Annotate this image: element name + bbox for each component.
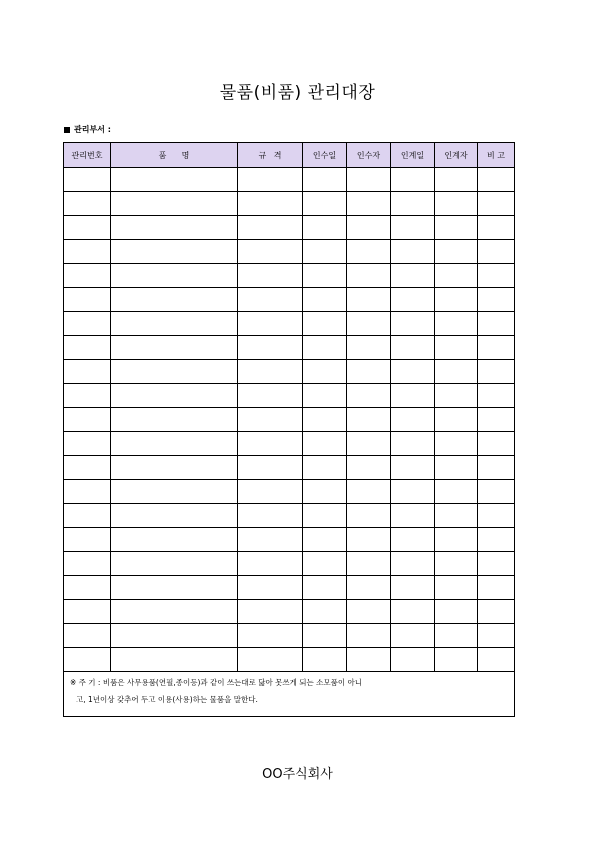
cell-management-number[interactable] xyxy=(64,216,111,240)
cell-receiver[interactable] xyxy=(347,384,391,408)
cell-receiver[interactable] xyxy=(347,360,391,384)
cell-management-number[interactable] xyxy=(64,240,111,264)
cell-handover-person[interactable] xyxy=(435,192,478,216)
cell-handover-date[interactable] xyxy=(391,576,435,600)
cell-management-number[interactable] xyxy=(64,264,111,288)
cell-remarks[interactable] xyxy=(478,168,515,192)
cell-remarks[interactable] xyxy=(478,576,515,600)
cell-management-number[interactable] xyxy=(64,360,111,384)
cell-received-date[interactable] xyxy=(303,648,347,672)
table-row xyxy=(64,432,515,456)
table-row xyxy=(64,552,515,576)
cell-specification[interactable] xyxy=(238,312,303,336)
note-row xyxy=(64,672,515,717)
cell-received-date[interactable] xyxy=(303,192,347,216)
cell-management-number[interactable] xyxy=(64,624,111,648)
cell-remarks[interactable] xyxy=(478,240,515,264)
cell-item-name[interactable] xyxy=(111,624,238,648)
cell-received-date[interactable] xyxy=(303,168,347,192)
cell-handover-person[interactable] xyxy=(435,552,478,576)
cell-management-number[interactable] xyxy=(64,648,111,672)
cell-management-number[interactable] xyxy=(64,312,111,336)
cell-receiver[interactable] xyxy=(347,192,391,216)
cell-handover-date[interactable] xyxy=(391,312,435,336)
cell-receiver[interactable] xyxy=(347,504,391,528)
cell-received-date[interactable] xyxy=(303,600,347,624)
cell-management-number[interactable] xyxy=(64,528,111,552)
cell-management-number[interactable] xyxy=(64,336,111,360)
cell-handover-person[interactable] xyxy=(435,312,478,336)
cell-specification[interactable] xyxy=(238,600,303,624)
cell-received-date[interactable] xyxy=(303,408,347,432)
cell-handover-date[interactable] xyxy=(391,432,435,456)
col-header-specification: 규 격 xyxy=(238,143,303,168)
table-row xyxy=(64,216,515,240)
cell-handover-date[interactable] xyxy=(391,552,435,576)
cell-handover-date[interactable] xyxy=(391,216,435,240)
cell-handover-person[interactable] xyxy=(435,480,478,504)
cell-specification[interactable] xyxy=(238,384,303,408)
cell-remarks[interactable] xyxy=(478,336,515,360)
cell-receiver[interactable] xyxy=(347,480,391,504)
cell-item-name[interactable] xyxy=(111,216,238,240)
table-row xyxy=(64,384,515,408)
cell-remarks[interactable] xyxy=(478,504,515,528)
col-header-handover-person: 인계자 xyxy=(435,143,478,168)
cell-specification[interactable] xyxy=(238,264,303,288)
table-row xyxy=(64,456,515,480)
cell-item-name[interactable] xyxy=(111,360,238,384)
cell-remarks[interactable] xyxy=(478,600,515,624)
note-cell xyxy=(64,672,515,717)
cell-specification[interactable] xyxy=(238,456,303,480)
cell-remarks[interactable] xyxy=(478,312,515,336)
cell-item-name[interactable] xyxy=(111,336,238,360)
cell-remarks[interactable] xyxy=(478,360,515,384)
table-row xyxy=(64,312,515,336)
cell-specification[interactable] xyxy=(238,528,303,552)
cell-handover-person[interactable] xyxy=(435,528,478,552)
cell-receiver[interactable] xyxy=(347,576,391,600)
cell-item-name[interactable] xyxy=(111,504,238,528)
cell-handover-date[interactable] xyxy=(391,192,435,216)
cell-specification[interactable] xyxy=(238,168,303,192)
cell-handover-person[interactable] xyxy=(435,336,478,360)
cell-management-number[interactable] xyxy=(64,600,111,624)
cell-receiver[interactable] xyxy=(347,624,391,648)
note-line: ※ 주 기 : 비품은 사무용품(연필,종이등)과 같이 쓰는대로 닳아 못쓰게 되는 소모품이 아니 xyxy=(70,678,362,687)
cell-receiver[interactable] xyxy=(347,168,391,192)
cell-item-name[interactable] xyxy=(111,192,238,216)
cell-specification[interactable] xyxy=(238,216,303,240)
square-bullet-icon xyxy=(64,127,70,133)
cell-receiver[interactable] xyxy=(347,264,391,288)
table-row xyxy=(64,624,515,648)
cell-specification[interactable] xyxy=(238,624,303,648)
cell-item-name[interactable] xyxy=(111,168,238,192)
cell-remarks[interactable] xyxy=(478,648,515,672)
department-label: 관리부서 : xyxy=(74,125,111,134)
cell-handover-person[interactable] xyxy=(435,648,478,672)
cell-handover-date[interactable] xyxy=(391,360,435,384)
cell-received-date[interactable] xyxy=(303,528,347,552)
cell-remarks[interactable] xyxy=(478,408,515,432)
cell-handover-date[interactable] xyxy=(391,648,435,672)
cell-receiver[interactable] xyxy=(347,600,391,624)
cell-management-number[interactable] xyxy=(64,432,111,456)
cell-receiver[interactable] xyxy=(347,312,391,336)
cell-received-date[interactable] xyxy=(303,384,347,408)
cell-item-name[interactable] xyxy=(111,648,238,672)
cell-receiver[interactable] xyxy=(347,288,391,312)
cell-received-date[interactable] xyxy=(303,288,347,312)
cell-receiver[interactable] xyxy=(347,456,391,480)
cell-remarks[interactable] xyxy=(478,264,515,288)
col-header-received-date: 인수일 xyxy=(303,143,347,168)
col-header-receiver: 인수자 xyxy=(347,143,391,168)
cell-received-date[interactable] xyxy=(303,432,347,456)
cell-specification[interactable] xyxy=(238,552,303,576)
cell-handover-date[interactable] xyxy=(391,288,435,312)
col-header-remarks: 비 고 xyxy=(478,143,515,168)
table-row xyxy=(64,504,515,528)
cell-received-date[interactable] xyxy=(303,624,347,648)
cell-management-number[interactable] xyxy=(64,408,111,432)
cell-received-date[interactable] xyxy=(303,360,347,384)
cell-handover-date[interactable] xyxy=(391,480,435,504)
cell-item-name[interactable] xyxy=(111,552,238,576)
table-row xyxy=(64,480,515,504)
cell-handover-person[interactable] xyxy=(435,600,478,624)
table-row xyxy=(64,264,515,288)
note-line: 고, 1년이상 갖추어 두고 이용(사용)하는 물품을 말한다. xyxy=(76,695,258,704)
cell-specification[interactable] xyxy=(238,240,303,264)
cell-specification[interactable] xyxy=(238,480,303,504)
cell-receiver[interactable] xyxy=(347,648,391,672)
cell-management-number[interactable] xyxy=(64,288,111,312)
table-row xyxy=(64,360,515,384)
cell-item-name[interactable] xyxy=(111,600,238,624)
cell-handover-person[interactable] xyxy=(435,360,478,384)
cell-handover-date[interactable] xyxy=(391,624,435,648)
cell-received-date[interactable] xyxy=(303,456,347,480)
table-row xyxy=(64,648,515,672)
table-row xyxy=(64,336,515,360)
cell-handover-person[interactable] xyxy=(435,264,478,288)
cell-remarks[interactable] xyxy=(478,456,515,480)
cell-specification[interactable] xyxy=(238,504,303,528)
cell-receiver[interactable] xyxy=(347,336,391,360)
cell-handover-person[interactable] xyxy=(435,456,478,480)
cell-management-number[interactable] xyxy=(64,384,111,408)
cell-handover-date[interactable] xyxy=(391,528,435,552)
cell-remarks[interactable] xyxy=(478,192,515,216)
table-row xyxy=(64,192,515,216)
cell-handover-person[interactable] xyxy=(435,216,478,240)
cell-management-number[interactable] xyxy=(64,456,111,480)
cell-management-number[interactable] xyxy=(64,504,111,528)
cell-item-name[interactable] xyxy=(111,456,238,480)
col-header-management-number: 관리번호 xyxy=(64,143,111,168)
cell-received-date[interactable] xyxy=(303,480,347,504)
cell-management-number[interactable] xyxy=(64,192,111,216)
cell-handover-date[interactable] xyxy=(391,264,435,288)
table-row xyxy=(64,600,515,624)
cell-received-date[interactable] xyxy=(303,216,347,240)
cell-receiver[interactable] xyxy=(347,528,391,552)
cell-specification[interactable] xyxy=(238,648,303,672)
page-title: 물품(비품) 관리대장 xyxy=(219,83,376,103)
cell-handover-person[interactable] xyxy=(435,504,478,528)
cell-handover-person[interactable] xyxy=(435,624,478,648)
cell-handover-date[interactable] xyxy=(391,504,435,528)
cell-handover-person[interactable] xyxy=(435,384,478,408)
cell-handover-person[interactable] xyxy=(435,408,478,432)
cell-remarks[interactable] xyxy=(478,216,515,240)
cell-received-date[interactable] xyxy=(303,264,347,288)
cell-receiver[interactable] xyxy=(347,552,391,576)
cell-received-date[interactable] xyxy=(303,504,347,528)
cell-specification[interactable] xyxy=(238,408,303,432)
cell-received-date[interactable] xyxy=(303,240,347,264)
cell-specification[interactable] xyxy=(238,192,303,216)
cell-received-date[interactable] xyxy=(303,312,347,336)
company-name: OO주식회사 xyxy=(262,767,333,782)
header-row xyxy=(64,143,515,168)
cell-remarks[interactable] xyxy=(478,432,515,456)
cell-handover-date[interactable] xyxy=(391,408,435,432)
cell-item-name[interactable] xyxy=(111,384,238,408)
cell-item-name[interactable] xyxy=(111,432,238,456)
table-row xyxy=(64,408,515,432)
cell-handover-person[interactable] xyxy=(435,168,478,192)
cell-handover-date[interactable] xyxy=(391,384,435,408)
col-header-item-name: 품 명 xyxy=(111,143,238,168)
cell-management-number[interactable] xyxy=(64,168,111,192)
cell-specification[interactable] xyxy=(238,432,303,456)
cell-receiver[interactable] xyxy=(347,432,391,456)
cell-item-name[interactable] xyxy=(111,480,238,504)
cell-receiver[interactable] xyxy=(347,216,391,240)
cell-specification[interactable] xyxy=(238,336,303,360)
cell-item-name[interactable] xyxy=(111,408,238,432)
table-row xyxy=(64,168,515,192)
table-row xyxy=(64,528,515,552)
cell-remarks[interactable] xyxy=(478,288,515,312)
cell-specification[interactable] xyxy=(238,288,303,312)
cell-receiver[interactable] xyxy=(347,240,391,264)
cell-handover-person[interactable] xyxy=(435,576,478,600)
cell-item-name[interactable] xyxy=(111,576,238,600)
table-row xyxy=(64,240,515,264)
cell-remarks[interactable] xyxy=(478,624,515,648)
cell-handover-date[interactable] xyxy=(391,600,435,624)
cell-received-date[interactable] xyxy=(303,336,347,360)
cell-item-name[interactable] xyxy=(111,264,238,288)
cell-remarks[interactable] xyxy=(478,384,515,408)
cell-remarks[interactable] xyxy=(478,528,515,552)
cell-item-name[interactable] xyxy=(111,288,238,312)
cell-item-name[interactable] xyxy=(111,528,238,552)
cell-handover-date[interactable] xyxy=(391,456,435,480)
table-row xyxy=(64,576,515,600)
cell-handover-person[interactable] xyxy=(435,288,478,312)
cell-handover-date[interactable] xyxy=(391,168,435,192)
cell-received-date[interactable] xyxy=(303,576,347,600)
cell-handover-person[interactable] xyxy=(435,432,478,456)
cell-handover-date[interactable] xyxy=(391,240,435,264)
cell-management-number[interactable] xyxy=(64,480,111,504)
cell-handover-date[interactable] xyxy=(391,336,435,360)
cell-item-name[interactable] xyxy=(111,240,238,264)
table-row xyxy=(64,288,515,312)
cell-specification[interactable] xyxy=(238,360,303,384)
cell-received-date[interactable] xyxy=(303,552,347,576)
cell-handover-person[interactable] xyxy=(435,240,478,264)
asset-ledger-table xyxy=(63,142,515,717)
col-header-handover-date: 인계일 xyxy=(391,143,435,168)
cell-specification[interactable] xyxy=(238,576,303,600)
department-field xyxy=(64,124,111,135)
cell-remarks[interactable] xyxy=(478,552,515,576)
cell-management-number[interactable] xyxy=(64,552,111,576)
cell-item-name[interactable] xyxy=(111,312,238,336)
cell-remarks[interactable] xyxy=(478,480,515,504)
cell-management-number[interactable] xyxy=(64,576,111,600)
cell-receiver[interactable] xyxy=(347,408,391,432)
